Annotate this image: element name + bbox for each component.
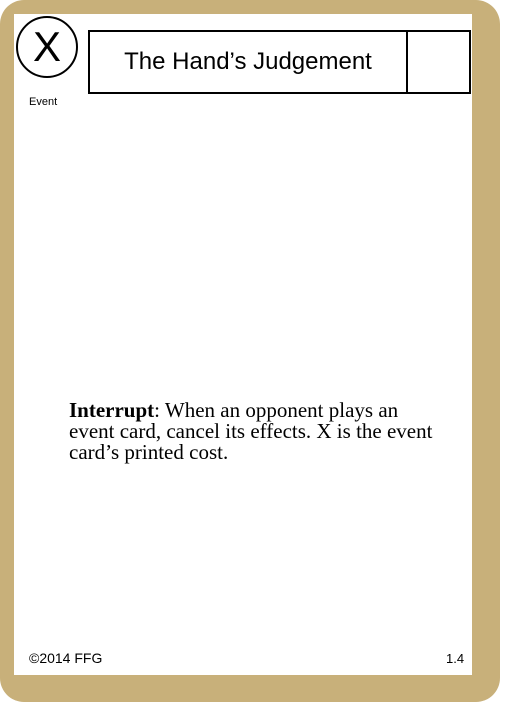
cost-circle — [16, 16, 78, 78]
copyright: ©2014 FFG — [29, 650, 103, 666]
title-box — [88, 30, 408, 94]
card-title: The Hand’s Judgement — [124, 48, 372, 75]
ability-keyword: Interrupt — [69, 398, 155, 422]
rules-text — [69, 400, 439, 463]
card-panel — [14, 14, 472, 675]
ability-text: : When an opponent plays an event card, cancel its effects. X is the event card’s printed cost. — [69, 398, 433, 464]
card-type: Event — [29, 96, 58, 108]
empty-side-box — [406, 30, 471, 94]
cost-value: X — [32, 23, 61, 70]
version-number: 1.4 — [446, 651, 465, 666]
